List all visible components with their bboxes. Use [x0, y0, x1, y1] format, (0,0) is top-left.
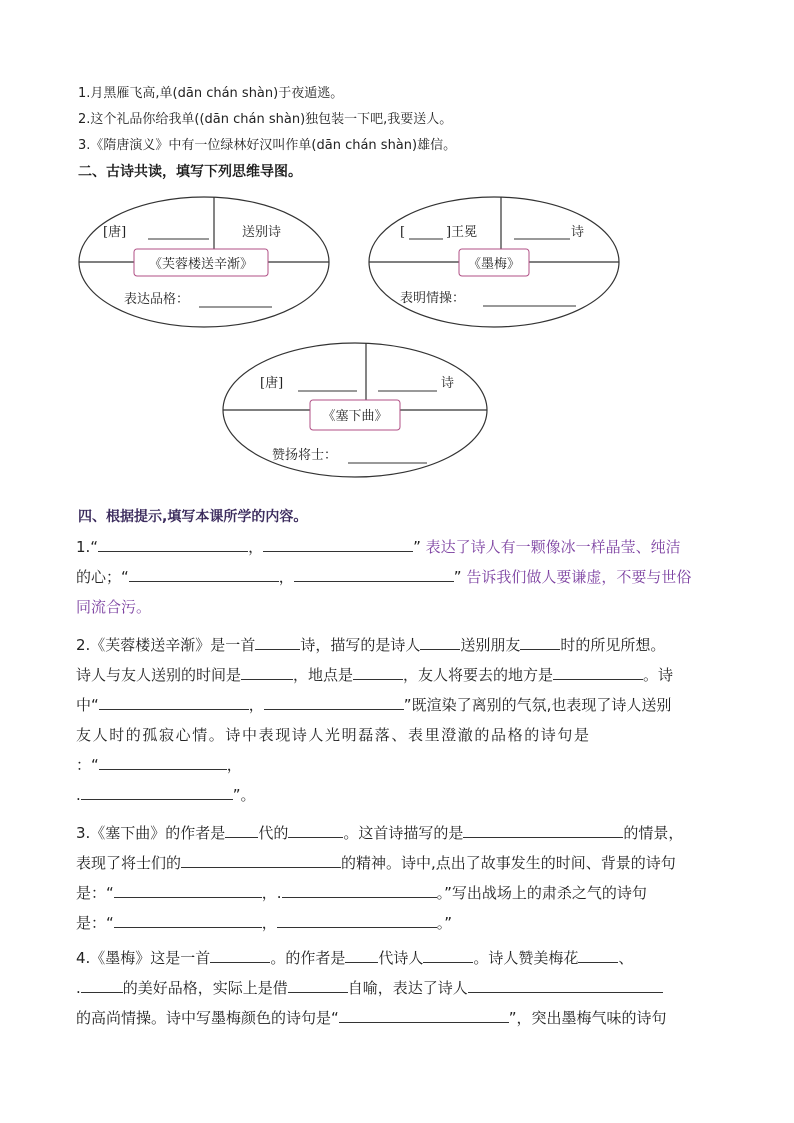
answer-blank[interactable] — [288, 821, 343, 838]
map1-dynasty: [唐] — [103, 225, 127, 240]
answer-blank[interactable] — [210, 946, 270, 963]
map3-label: 赞扬将士： — [272, 448, 338, 463]
section-2-title: 二、古诗共读，填写下列思维导图。 — [78, 164, 302, 180]
question-3: 3.《塞下曲》的作者是 代的 。这首诗描写的是 的情景， 表现了将士们的 的精神。诗中,点出了故事发生的时间、背景的诗句 是：“ ，. 。”写出战场上的肃杀之气的诗句 是：“ ， 。” — [76, 818, 716, 938]
map2-title: 《墨梅》 — [467, 257, 521, 272]
question-4: 4.《墨梅》这是一首 。的作者是 代诗人 。诗人赞美梅花 、 . 的美好品格，实际上是借 自喻，表达了诗人 的高尚情操。诗中写墨梅颜色的诗句是“ ”，突出墨梅气味的诗句 — [76, 943, 716, 1033]
map3-dynasty: [唐] — [260, 376, 284, 391]
section-4-title: 四、根据提示,填写本课所学的内容。 — [78, 509, 308, 525]
answer-blank[interactable] — [81, 976, 123, 993]
answer-blank[interactable] — [353, 663, 403, 680]
mindmap-saixiaqu — [220, 340, 490, 480]
item-2: 2.这个礼品你给我单((dān chán shàn)独包装一下吧,我要送人。 — [78, 112, 453, 127]
answer-blank[interactable] — [114, 881, 262, 898]
answer-blank[interactable] — [255, 633, 300, 650]
answer-blank[interactable] — [294, 565, 454, 582]
answer-blank[interactable] — [98, 535, 248, 552]
answer-blank[interactable] — [345, 946, 378, 963]
answer-blank[interactable] — [81, 783, 233, 800]
answer-blank[interactable] — [553, 663, 643, 680]
answer-blank[interactable] — [181, 851, 341, 868]
map2-label: 表明情操： — [400, 291, 466, 306]
map2-type: 诗 — [571, 225, 585, 240]
hint-text: 同流合污。 — [76, 598, 152, 616]
answer-blank[interactable] — [339, 1006, 509, 1023]
mindmap-momei — [366, 194, 622, 330]
answer-blank[interactable] — [264, 693, 404, 710]
answer-blank[interactable] — [99, 693, 249, 710]
item-1: 1.月黑雁飞高,单(dān chán shàn)于夜遁逃。 — [78, 86, 344, 101]
answer-blank[interactable] — [241, 663, 293, 680]
answer-blank[interactable] — [288, 976, 348, 993]
answer-blank[interactable] — [463, 821, 623, 838]
map2-author: ]王冕 — [446, 225, 478, 240]
answer-blank[interactable] — [578, 946, 618, 963]
hint-text: 告诉我们做人要谦虚，不要与世俗 — [466, 568, 692, 586]
map1-type: 送别诗 — [242, 225, 282, 240]
answer-blank[interactable] — [468, 976, 663, 993]
answer-blank[interactable] — [423, 946, 473, 963]
answer-blank[interactable] — [129, 565, 279, 582]
map3-title: 《塞下曲》 — [322, 409, 388, 424]
map3-type: 诗 — [441, 376, 455, 391]
answer-blank[interactable] — [277, 911, 437, 928]
map1-label: 表达品格： — [124, 292, 190, 307]
answer-blank[interactable] — [99, 753, 227, 770]
map1-title: 《芙蓉楼送辛渐》 — [148, 257, 254, 272]
answer-blank[interactable] — [263, 535, 413, 552]
hint-text: 表达了诗人有一颗像冰一样晶莹、纯洁 — [425, 538, 681, 556]
answer-blank[interactable] — [420, 633, 460, 650]
answer-blank[interactable] — [114, 911, 262, 928]
question-1: 1.“ ， ” 表达了诗人有一颗像冰一样晶莹、纯洁 的心；“ ， ” 告诉我们做人要谦虚，不要与世俗 同流合污。 — [76, 532, 716, 622]
map2-dynasty-open: [ — [400, 225, 406, 240]
answer-blank[interactable] — [520, 633, 560, 650]
answer-blank[interactable] — [225, 821, 258, 838]
question-2: 2.《芙蓉楼送辛渐》是一首 诗，描写的是诗人 送别朋友 时的所见所想。 诗人与友人送别的时间是 ，地点是 ，友人将要去的地方是 。诗 中“ ， ”既渲染了离别的气氛,也表现了诗人送别 友人时的孤寂心情。诗中表现诗人光明磊落、表里澄澈的品格的诗句是 ：“ ， . ”。 — [76, 630, 716, 810]
mindmap-furonglou — [76, 194, 332, 330]
answer-blank[interactable] — [282, 881, 437, 898]
item-3: 3.《隋唐演义》中有一位绿林好汉叫作单(dān chán shàn)雄信。 — [78, 138, 457, 153]
